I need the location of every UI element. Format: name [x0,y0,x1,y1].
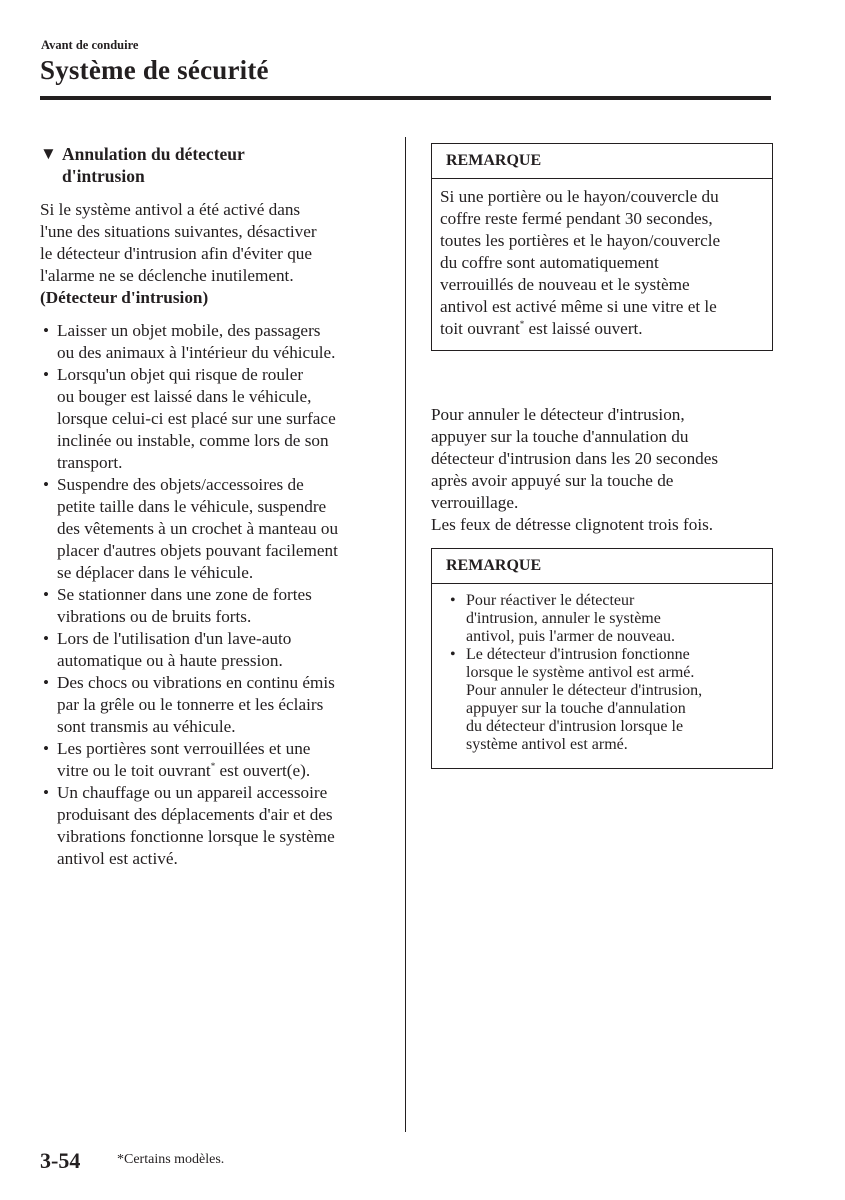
title-rule [40,96,771,100]
right-column [431,143,773,351]
list-item-text-end: est ouvert(e). [215,761,311,780]
left-column [40,143,385,870]
bullet-icon: • [43,673,50,692]
list-item-text: Les portières sont verrouillées et une vitre ou le toit ouvrant [57,739,311,780]
list-item [450,646,764,754]
section-heading [40,143,385,187]
bullet-icon: • [450,646,456,663]
bullet-icon: • [43,475,50,494]
list-item [40,628,385,672]
list-item [40,672,385,738]
bullet-icon: • [43,365,50,384]
list-item-text: Laisser un objet mobile, des passagers ou des animaux à l'intérieur du véhicule. [57,321,336,362]
bullet-icon: • [43,321,50,340]
bullet-icon: • [43,783,50,802]
footnote-marker: * [210,761,216,771]
bullet-icon: • [43,585,50,604]
list-item-text: Des chocs ou vibrations en continu émis par la grêle ou le tonnerre et les éclairs sont transmis au véhicule. [57,673,335,736]
note-body-text-end: est laissé ouvert. [524,319,643,338]
footnote-marker: * [519,319,525,329]
triangle-down-icon: ▼ [40,144,57,163]
list-item [40,474,385,584]
list-item-text: Un chauffage ou un appareil accessoire produisant des déplacements d'air et des vibrations fonctionne lorsque le système antivol est activé. [57,783,335,868]
bullet-icon: • [43,739,50,758]
note-body [432,179,772,350]
note-box-2 [431,548,773,769]
note-list [432,584,772,768]
instructions-paragraph: Pour annuler le détecteur d'intrusion, appuyer sur la touche d'annulation du détecteur d'intrusion dans les 20 secondes après avoir appuyé sur la touche de verrouillage. Les feux de détresse clignotent trois fois. [431,405,719,534]
breadcrumb: Avant de conduire [41,38,139,52]
list-item-text: Suspendre des objets/accessoires de petite taille dans le véhicule, suspendre des vêtements à un crochet à manteau ou placer d'autres objets pouvant facilement se déplacer dans le véhicule. [57,475,339,582]
situation-list [40,320,385,870]
note-header: REMARQUE [432,144,772,179]
note-header: REMARQUE [432,549,772,584]
list-item [40,320,385,364]
list-item [450,592,764,646]
list-item [40,364,385,474]
list-item [40,584,385,628]
page-title: Système de sécurité [40,55,269,85]
list-item [40,738,385,782]
subheading: (Détecteur d'intrusion) [40,288,209,307]
intro-paragraph: Si le système antivol a été activé dans l'une des situations suivantes, désactiver le détecteur d'intrusion afin d'éviter que l'alarme ne se déclenche inutilement. [40,200,317,285]
list-item-text: Pour réactiver le détecteur d'intrusion, annuler le système antivol, puis l'armer de nouveau. [466,592,676,645]
list-item-text: Lors de l'utilisation d'un lave-auto automatique ou à haute pression. [57,629,292,670]
note-box [431,143,773,351]
list-item-text: Se stationner dans une zone de fortes vibrations ou de bruits forts. [57,585,312,626]
section-title: Annulation du détecteur d'intrusion [62,144,245,186]
column-divider [405,137,406,1132]
list-item [40,782,385,870]
list-item-text: Le détecteur d'intrusion fonctionne lorsque le système antivol est armé. Pour annuler le détecteur d'intrusion, appuyer sur la touche d'annulation du détecteur d'intrusion lorsque le système antivol est armé. [466,646,703,753]
bullet-icon: • [450,592,456,609]
note-body-text: Si une portière ou le hayon/couvercle du coffre reste fermé pendant 30 secondes, toutes les portières et le hayon/couvercle du coffre sont automatiquement verrouillés de nouveau et le système antivol est activé même si une vitre et le toit ouvrant [440,187,721,338]
bullet-icon: • [43,629,50,648]
list-item-text: Lorsqu'un objet qui risque de rouler ou bouger est laissé dans le véhicule, lorsque celui-ci est placé sur une surface inclinée ou instable, comme lors de son transport. [57,365,336,472]
footnote: *Certains modèles. [117,1152,225,1167]
page-number: 3-54 [40,1148,81,1173]
